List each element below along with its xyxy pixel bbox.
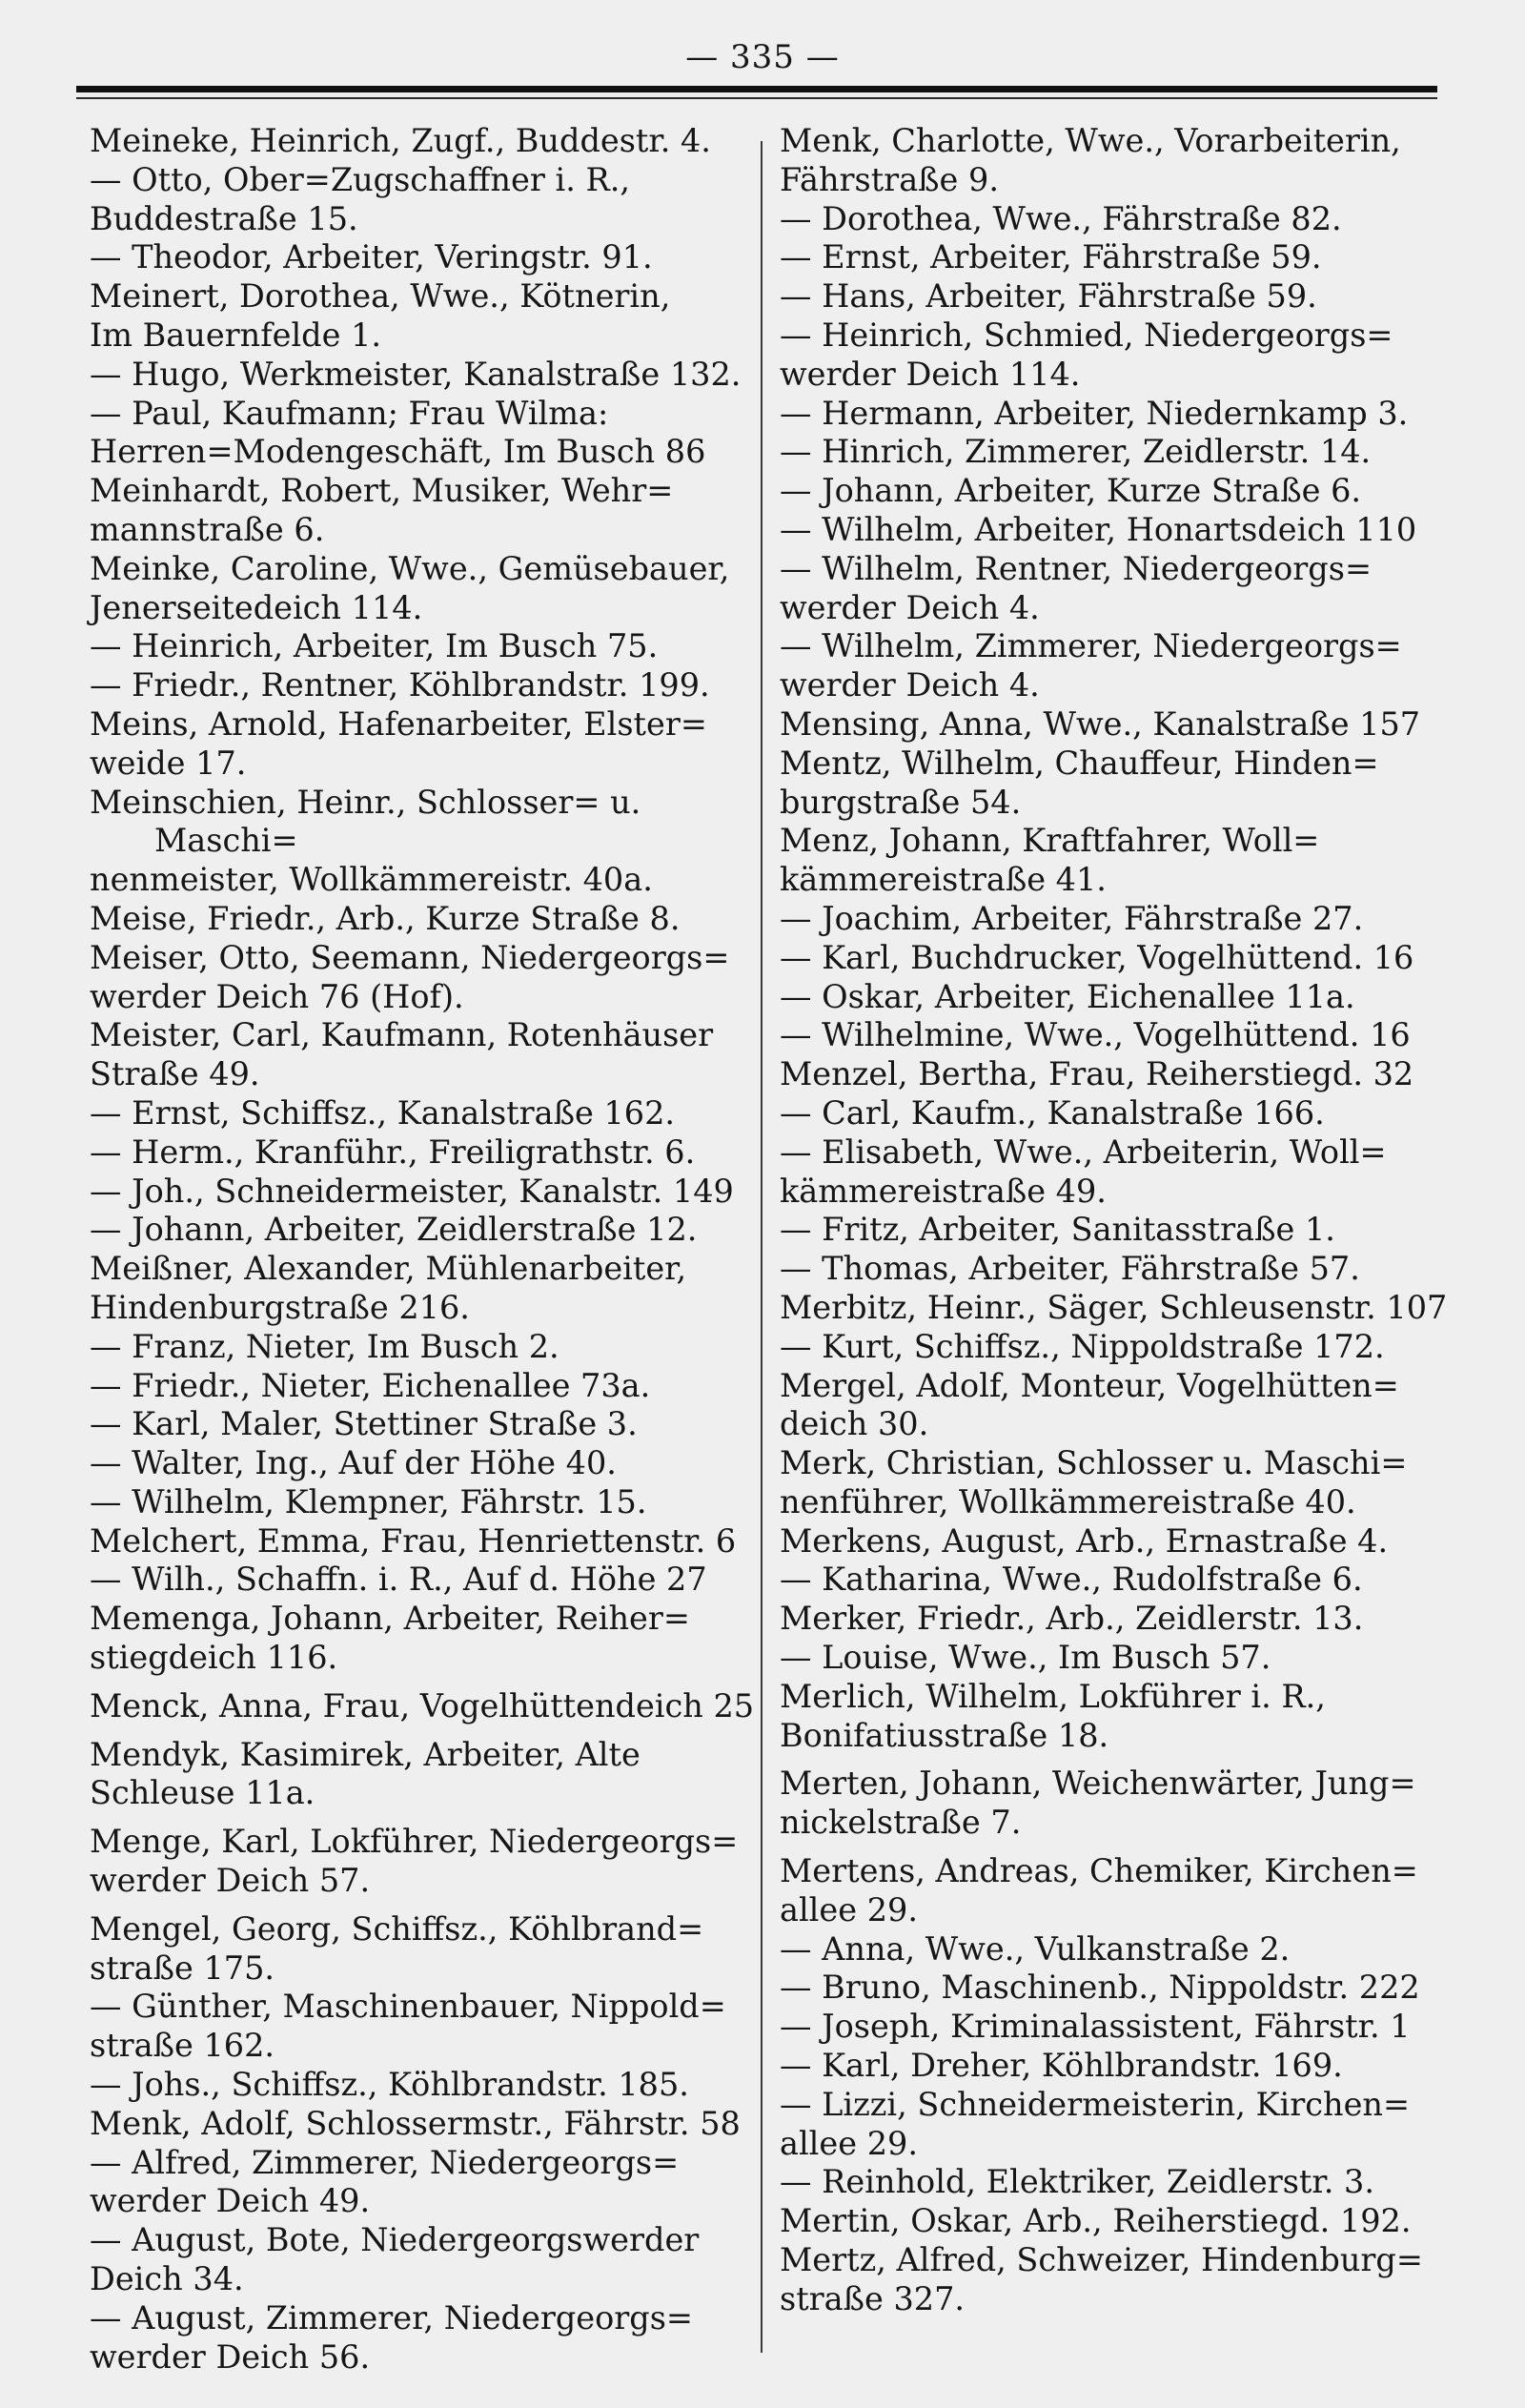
entry-line: — Hans, Arbeiter, Fährstraße 59.	[780, 277, 1317, 316]
entry-line: — Dorothea, Wwe., Fährstraße 82.	[780, 199, 1342, 237]
directory-entry	[90, 356, 757, 395]
directory-entry	[780, 1678, 1475, 1756]
entry-line: — Kurt, Schiffsz., Nippoldstraße 172.	[780, 1327, 1385, 1365]
entry-line: allee 29.	[780, 1890, 918, 1928]
header-rule-thin	[76, 97, 1437, 99]
directory-entry	[90, 1405, 757, 1444]
directory-entry	[780, 550, 1475, 628]
directory-entry	[90, 2221, 757, 2299]
entry-line: straße 327.	[780, 2279, 966, 2317]
entry-line: weide 17.	[90, 744, 247, 782]
directory-entry	[90, 472, 757, 550]
entry-line: — Fritz, Arbeiter, Sanitasstraße 1.	[780, 1211, 1335, 1249]
entry-line: — Ernst, Arbeiter, Fährstraße 59.	[780, 238, 1322, 276]
directory-entry	[780, 2047, 1475, 2086]
directory-entry	[780, 1522, 1475, 1561]
directory-entry	[780, 472, 1475, 511]
entry-line: — Friedr., Rentner, Köhlbrandstr. 199.	[90, 666, 710, 704]
entry-line: kämmereistraße 49.	[780, 1172, 1107, 1210]
entry-line: burgstraße 54.	[780, 783, 1022, 821]
entry-line: — Wilhelm, Arbeiter, Honartsdeich 110	[780, 510, 1417, 548]
entry-line: — Wilhelmine, Wwe., Vogelhüttend. 16	[780, 1016, 1411, 1054]
entry-line: — Reinhold, Elektriker, Zeidlerstr. 3.	[780, 2163, 1374, 2201]
directory-entry	[780, 2241, 1475, 2319]
entry-line: — Heinrich, Arbeiter, Im Busch 75.	[90, 627, 659, 665]
entry-line: — Bruno, Maschinenb., Nippoldstr. 222	[780, 1969, 1420, 2007]
page-number: — 335 —	[685, 38, 840, 76]
entry-line: straße 162.	[90, 2027, 275, 2065]
directory-entry	[780, 2008, 1475, 2047]
directory-entry	[90, 627, 757, 666]
directory-entry	[780, 1094, 1475, 1133]
entry-line: Hindenburgstraße 216.	[90, 1288, 470, 1326]
entry-line: nenmeister, Wollkämmereistr. 40a.	[90, 861, 653, 899]
entry-line: Mentz, Wilhelm, Chauffeur, Hinden=	[780, 744, 1379, 782]
directory-entry	[90, 2066, 757, 2105]
directory-entry	[780, 1852, 1475, 1930]
entry-line: Buddestraße 15.	[90, 199, 358, 237]
directory-entry	[780, 511, 1475, 550]
entry-line: werder Deich 49.	[90, 2182, 371, 2220]
entry-line: Menk, Adolf, Schlossermstr., Fährstr. 58	[90, 2104, 741, 2142]
entry-line: Meister, Carl, Kaufmann, Rotenhäuser	[90, 1016, 714, 1054]
directory-entry	[780, 1444, 1475, 1522]
directory-entry	[90, 1988, 757, 2066]
entry-line: werder Deich 57.	[90, 1862, 371, 1900]
entry-line: — Wilh., Schaffn. i. R., Auf d. Höhe 27	[90, 1561, 707, 1599]
directory-entry	[90, 1522, 757, 1561]
entry-line: — Hermann, Arbeiter, Niedernkamp 3.	[780, 394, 1409, 432]
entry-line: — Otto, Ober=Zugschaffner i. R.,	[90, 160, 631, 198]
directory-entry	[780, 627, 1475, 705]
column-divider	[761, 141, 762, 2353]
entry-line: — Lizzi, Schneidermeisterin, Kirchen=	[780, 2085, 1411, 2123]
entry-line: Fährstraße 9.	[780, 160, 999, 198]
directory-entry	[90, 2299, 757, 2377]
entry-line: Schleuse 11a.	[90, 1774, 315, 1812]
directory-entry	[780, 316, 1475, 395]
directory-entry	[780, 1016, 1475, 1055]
entry-line: — Carl, Kaufm., Kanalstraße 166.	[780, 1093, 1325, 1132]
directory-entry	[780, 705, 1475, 745]
entry-line: — Paul, Kaufmann; Frau Wilma:	[90, 394, 609, 432]
directory-entry	[780, 277, 1475, 316]
entry-line: — Joachim, Arbeiter, Fährstraße 27.	[780, 899, 1364, 937]
entry-line: — Johs., Schiffsz., Köhlbrandstr. 185.	[90, 2066, 689, 2104]
entry-line: deich 30.	[780, 1405, 929, 1443]
directory-entry	[90, 784, 757, 900]
entry-line: Merk, Christian, Schlosser u. Maschi=	[780, 1444, 1408, 1482]
directory-entry	[90, 395, 757, 473]
directory-entry	[90, 1687, 757, 1726]
entry-line: Mensing, Anna, Wwe., Kanalstraße 157	[780, 704, 1421, 743]
entry-line: — Karl, Buchdrucker, Vogelhüttend. 16	[780, 938, 1414, 976]
entry-line: werder Deich 56.	[90, 2337, 371, 2376]
directory-entry	[90, 1736, 757, 1814]
entry-line: Mergel, Adolf, Monteur, Vogelhütten=	[780, 1366, 1399, 1404]
entry-line: — Alfred, Zimmerer, Niedergeorgs=	[90, 2143, 680, 2181]
entry-line: — Friedr., Nieter, Eichenallee 73a.	[90, 1366, 651, 1404]
right-column	[780, 122, 1475, 2319]
directory-entry	[780, 1328, 1475, 1367]
entry-line: Menck, Anna, Frau, Vogelhüttendeich 25	[90, 1686, 755, 1724]
entry-line: kämmereistraße 41.	[780, 861, 1107, 899]
directory-entry	[780, 2086, 1475, 2164]
entry-line: Meise, Friedr., Arb., Kurze Straße 8.	[90, 899, 681, 937]
entry-line: Merkens, August, Arb., Ernastraße 4.	[780, 1521, 1389, 1560]
entry-line: — Johann, Arbeiter, Zeidlerstraße 12.	[90, 1211, 698, 1249]
directory-entry	[780, 1561, 1475, 1600]
directory-entry	[780, 978, 1475, 1017]
directory-entry	[780, 1600, 1475, 1639]
entry-line: Bonifatiusstraße 18.	[780, 1716, 1109, 1754]
directory-entry	[90, 1211, 757, 1250]
directory-entry	[780, 1250, 1475, 1289]
entry-line: — Heinrich, Schmied, Niedergeorgs=	[780, 316, 1393, 354]
entry-line: nenführer, Wollkämmereistraße 40.	[780, 1482, 1356, 1520]
directory-entry	[90, 2105, 757, 2144]
directory-entry	[780, 2163, 1475, 2202]
entry-line: Straße 49.	[90, 1055, 260, 1093]
entry-line: Mertz, Alfred, Schweizer, Hindenburg=	[780, 2241, 1423, 2279]
entry-line: — Ernst, Schiffsz., Kanalstraße 162.	[90, 1093, 676, 1132]
directory-entry	[90, 666, 757, 705]
entry-line: — Joseph, Kriminalassistent, Fährstr. 1	[780, 2008, 1411, 2046]
entry-line: — Katharina, Wwe., Rudolfstraße 6.	[780, 1561, 1363, 1599]
entry-line: Meinhardt, Robert, Musiker, Wehr=	[90, 472, 674, 510]
directory-entry	[90, 161, 757, 239]
directory-entry	[780, 1289, 1475, 1328]
entry-line: — Günther, Maschinenbauer, Nippold=	[90, 1988, 726, 2026]
entry-line: Menz, Johann, Kraftfahrer, Woll=	[780, 822, 1320, 860]
directory-entry	[780, 1133, 1475, 1212]
entry-line: — Franz, Nieter, Im Busch 2.	[90, 1327, 559, 1365]
entry-line: Menge, Karl, Lokführer, Niedergeorgs=	[90, 1823, 739, 1861]
entry-line: Meins, Arnold, Hafenarbeiter, Elster=	[90, 704, 707, 743]
directory-entry	[780, 745, 1475, 823]
entry-line: — Joh., Schneidermeister, Kanalstr. 149	[90, 1172, 734, 1210]
entry-line: — Louise, Wwe., Im Busch 57.	[780, 1639, 1271, 1677]
entry-line: allee 29.	[780, 2124, 918, 2162]
directory-entry	[780, 939, 1475, 978]
directory-entry	[90, 1173, 757, 1212]
directory-entry	[90, 1016, 757, 1094]
directory-entry	[780, 822, 1475, 900]
directory-entry	[780, 200, 1475, 239]
directory-entry	[90, 2144, 757, 2222]
entry-line: Mertens, Andreas, Chemiker, Kirchen=	[780, 1852, 1418, 1890]
directory-entry	[90, 1561, 757, 1600]
entry-line: werder Deich 4.	[780, 588, 1040, 626]
entry-line: straße 175.	[90, 1949, 275, 1987]
entry-line: Meinert, Dorothea, Wwe., Kötnerin,	[90, 277, 671, 316]
directory-entry	[90, 1367, 757, 1406]
directory-entry	[90, 1094, 757, 1133]
entry-line: nickelstraße 7.	[780, 1804, 1022, 1842]
left-column	[90, 122, 757, 2377]
directory-entry	[780, 1367, 1475, 1445]
directory-entry	[90, 550, 757, 628]
directory-entry	[90, 1823, 757, 1901]
directory-entry	[780, 122, 1475, 200]
directory-entry	[90, 1250, 757, 1328]
entry-line: Jenerseitedeich 114.	[90, 588, 423, 626]
entry-line: — Wilhelm, Rentner, Niedergeorgs=	[780, 549, 1372, 587]
entry-line: Meiser, Otto, Seemann, Niedergeorgs=	[90, 938, 730, 976]
entry-line: stiegdeich 116.	[90, 1639, 338, 1677]
entry-line: — Hinrich, Zimmerer, Zeidlerstr. 14.	[780, 433, 1372, 471]
directory-entry	[780, 395, 1475, 434]
directory-entry	[90, 1483, 757, 1522]
directory-entry	[780, 1969, 1475, 2008]
entry-line: werder Deich 4.	[780, 666, 1040, 704]
directory-entry	[780, 2202, 1475, 2241]
entry-line: — Walter, Ing., Auf der Höhe 40.	[90, 1444, 617, 1482]
directory-entry	[90, 1444, 757, 1483]
directory-entry	[780, 1639, 1475, 1678]
entry-line: Merten, Johann, Weichenwärter, Jung=	[780, 1765, 1416, 1803]
entry-line: mannstraße 6.	[90, 510, 325, 548]
directory-entry	[90, 238, 757, 277]
directory-entry	[90, 1600, 757, 1678]
entry-line: — August, Zimmerer, Niedergeorgs=	[90, 2298, 693, 2337]
entry-line: Menzel, Bertha, Frau, Reiherstiegd. 32	[780, 1055, 1414, 1093]
entry-line: Merbitz, Heinr., Säger, Schleusenstr. 107	[780, 1288, 1448, 1326]
entry-line: Meißner, Alexander, Mühlenarbeiter,	[90, 1250, 687, 1288]
entry-line: werder Deich 76 (Hof).	[90, 977, 464, 1015]
entry-line: — Theodor, Arbeiter, Veringstr. 91.	[90, 238, 653, 276]
directory-entry	[90, 122, 757, 161]
entry-line: — Karl, Dreher, Köhlbrandstr. 169.	[780, 2047, 1343, 2085]
directory-entry	[90, 705, 757, 784]
entry-line: — Hugo, Werkmeister, Kanalstraße 132.	[90, 355, 742, 393]
header-rule-thick	[76, 86, 1437, 92]
directory-entry	[90, 1910, 757, 1989]
entry-line: Menk, Charlotte, Wwe., Vorarbeiterin,	[780, 122, 1401, 159]
entry-line: Mendyk, Kasimirek, Arbeiter, Alte	[90, 1735, 640, 1773]
directory-entry	[780, 1765, 1475, 1843]
entry-line: Memenga, Johann, Arbeiter, Reiher=	[90, 1600, 690, 1638]
entry-line: Mertin, Oskar, Arb., Reiherstiegd. 192.	[780, 2202, 1412, 2240]
entry-line: Mengel, Georg, Schiffsz., Köhlbrand=	[90, 1909, 704, 1948]
directory-entry	[90, 1328, 757, 1367]
directory-entry	[780, 900, 1475, 939]
directory-entry	[780, 1930, 1475, 1969]
entry-line: — Thomas, Arbeiter, Fährstraße 57.	[780, 1250, 1360, 1288]
directory-entry	[780, 433, 1475, 472]
entry-line: Merker, Friedr., Arb., Zeidlerstr. 13.	[780, 1600, 1364, 1638]
entry-line: Deich 34.	[90, 2260, 244, 2298]
entry-line: — Karl, Maler, Stettiner Straße 3.	[90, 1405, 638, 1443]
directory-entry	[90, 1133, 757, 1173]
entry-line: — August, Bote, Niedergeorgswerder	[90, 2221, 700, 2259]
entry-line: — Oskar, Arbeiter, Eichenallee 11a.	[780, 977, 1355, 1015]
directory-entry	[90, 900, 757, 939]
entry-line: — Elisabeth, Wwe., Arbeiterin, Woll=	[780, 1133, 1387, 1171]
entry-line: Meineke, Heinrich, Zugf., Buddestr. 4.	[90, 122, 711, 159]
entry-line: Herren=Modengeschäft, Im Busch 86	[90, 433, 706, 471]
entry-line: — Herm., Kranführ., Freiligrathstr. 6.	[90, 1133, 696, 1171]
entry-line: — Wilhelm, Klempner, Fährstr. 15.	[90, 1482, 647, 1520]
directory-entry	[780, 1055, 1475, 1094]
entry-line: Meinschien, Heinr., Schlosser= u. Maschi=	[90, 783, 641, 860]
directory-entry	[780, 1211, 1475, 1250]
entry-line: Melchert, Emma, Frau, Henriettenstr. 6	[90, 1521, 737, 1560]
entry-line: werder Deich 114.	[780, 355, 1081, 393]
entry-line: Meinke, Caroline, Wwe., Gemüsebauer,	[90, 549, 730, 587]
directory-entry	[90, 939, 757, 1017]
directory-entry	[90, 277, 757, 356]
entry-line: Im Bauernfelde 1.	[90, 316, 382, 354]
entry-line: — Wilhelm, Zimmerer, Niedergeorgs=	[780, 627, 1402, 665]
entry-line: — Johann, Arbeiter, Kurze Straße 6.	[780, 472, 1362, 510]
entry-line: Merlich, Wilhelm, Lokführer i. R.,	[780, 1677, 1326, 1715]
directory-entry	[780, 238, 1475, 277]
entry-line: — Anna, Wwe., Vulkanstraße 2.	[780, 1929, 1291, 1968]
